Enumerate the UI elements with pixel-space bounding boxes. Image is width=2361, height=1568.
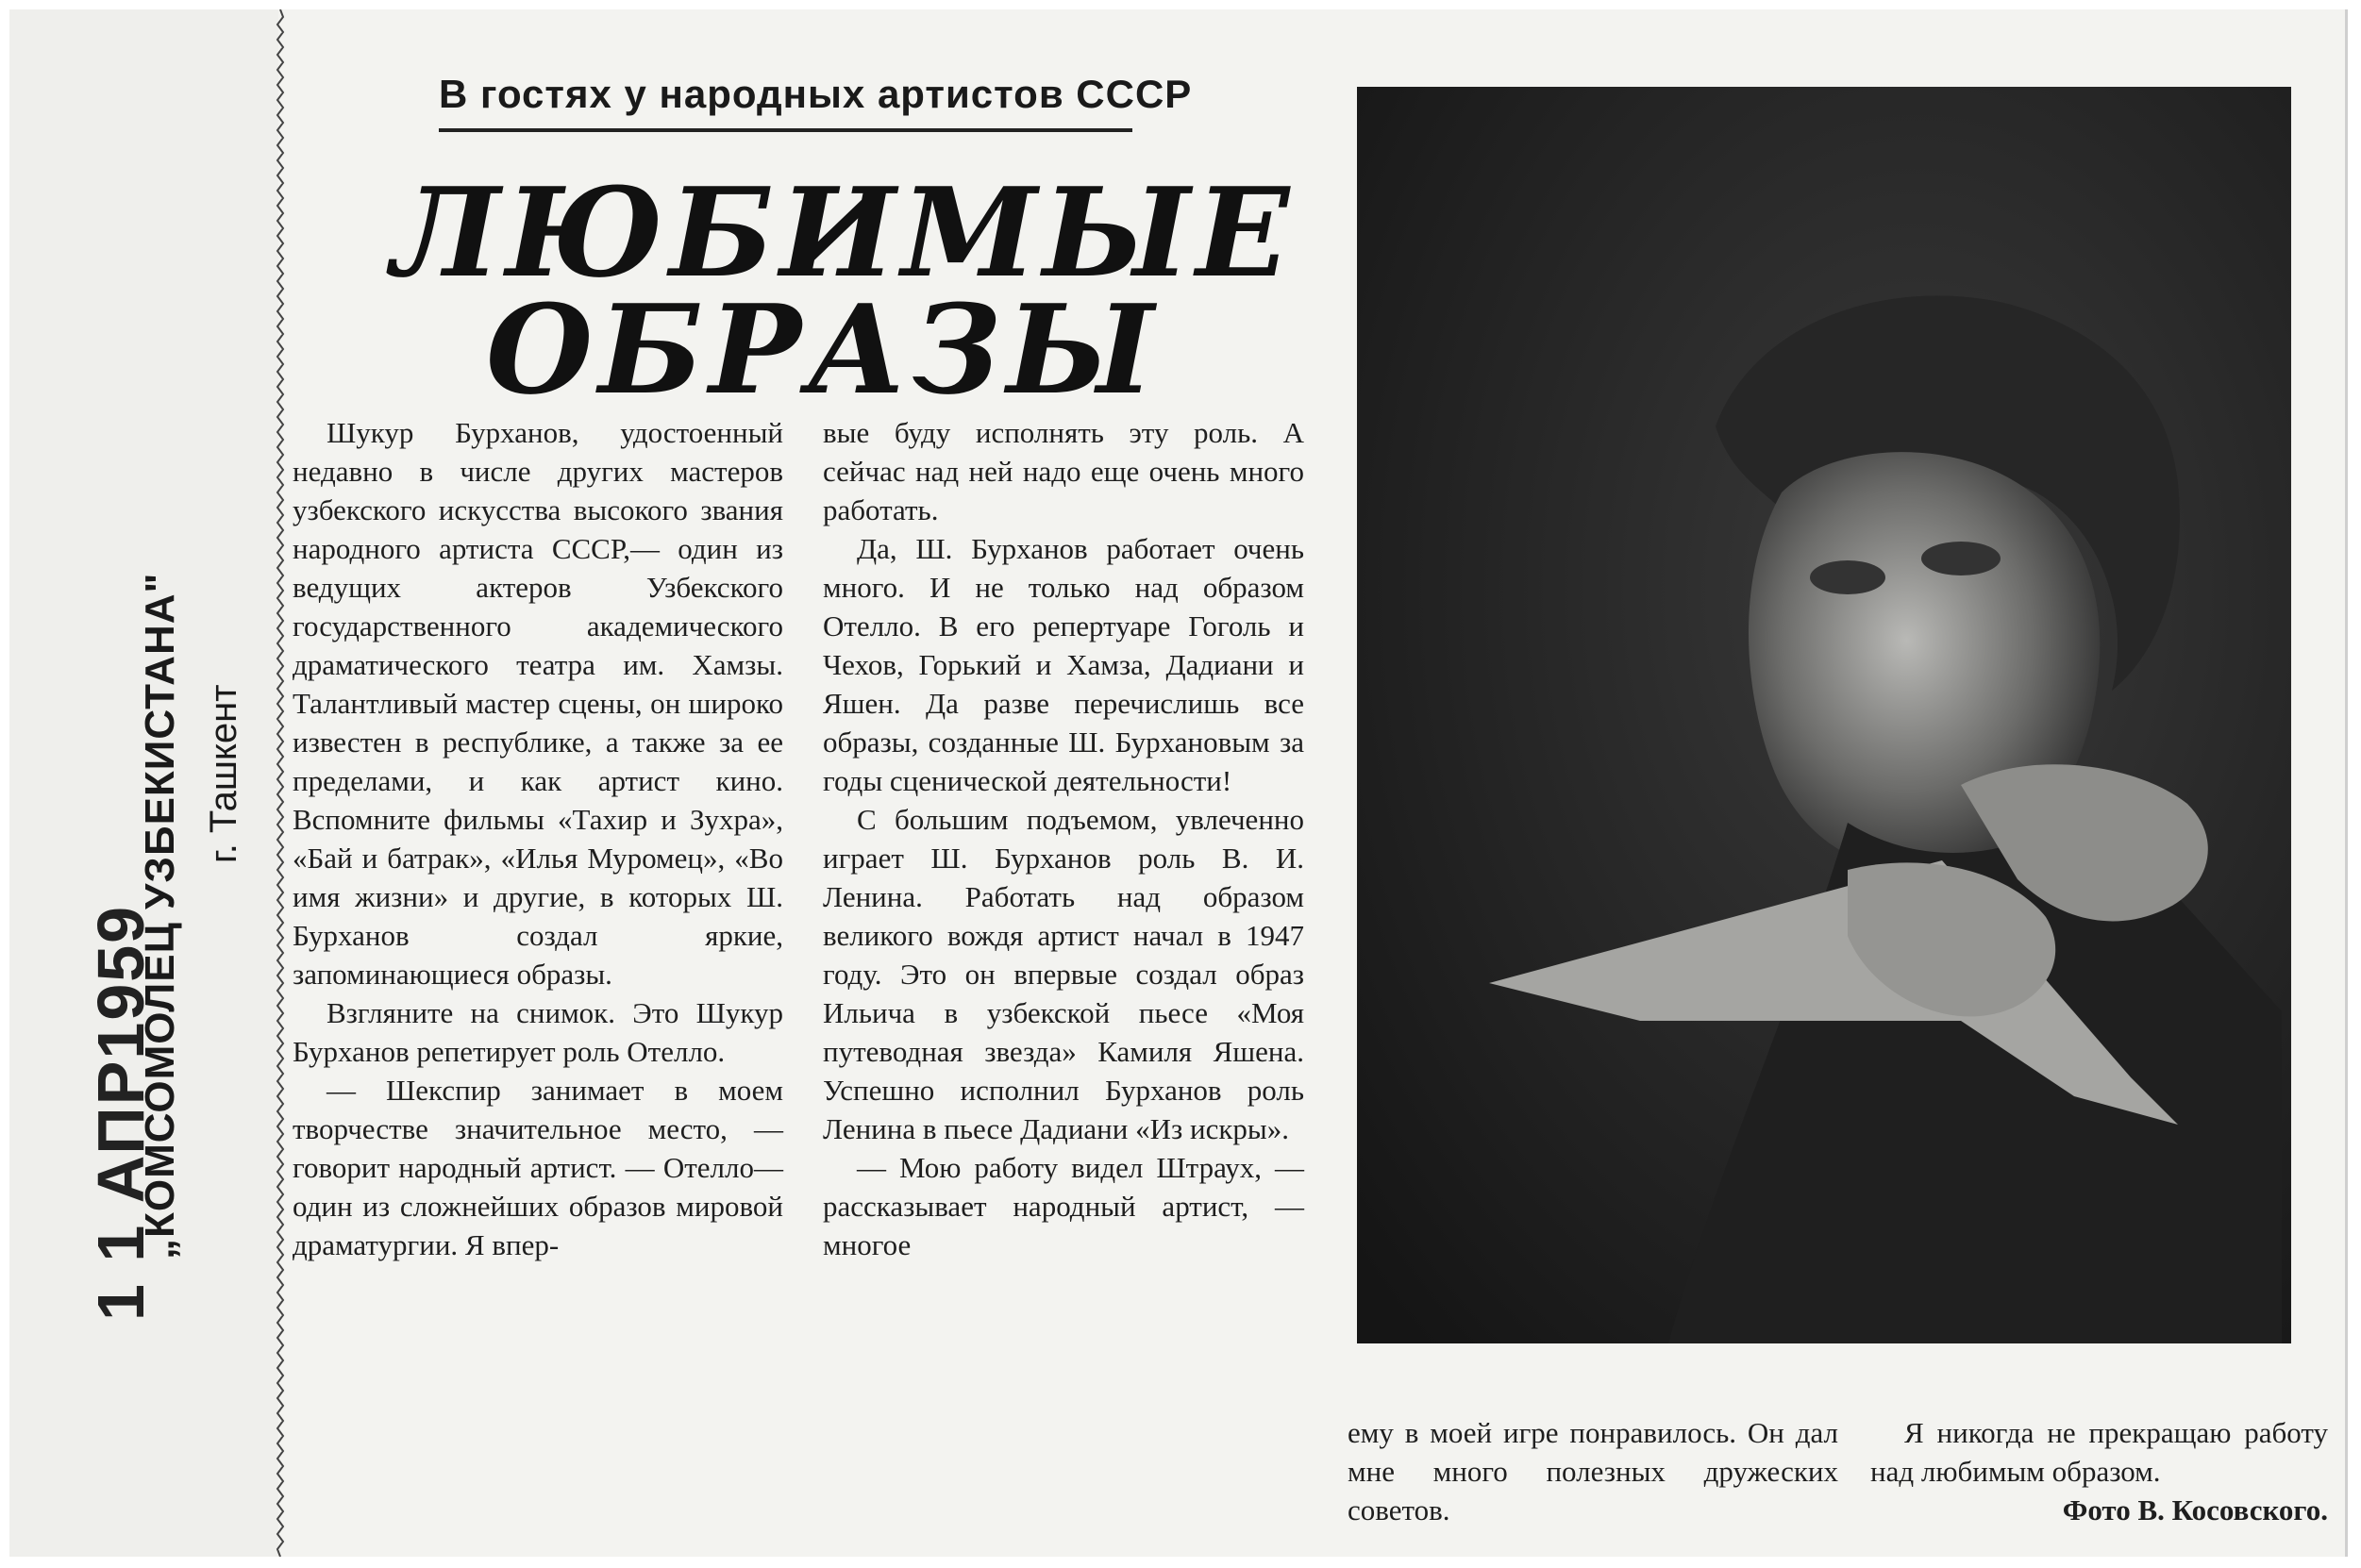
article-headline: [392, 160, 1296, 422]
article-column-3: [1348, 1413, 1838, 1529]
headline-line-2: ОБРАЗЫ: [486, 277, 1160, 422]
headline-line-1: ЛЮБИМЫЕ: [392, 160, 1296, 305]
cut-edge-line: [276, 9, 285, 1557]
clipping-margin: [9, 9, 278, 1557]
date-stamp: 1 1 АПР1959: [84, 904, 158, 1321]
paragraph: Взгляните на снимок. Это Шукур Бурханов репетирует роль Отелло.: [293, 996, 783, 1068]
actor-photo: [1357, 87, 2291, 1343]
paragraph: — Шекспир занимает в моем творчестве значительное место, — говорит народный артист. — Отелло—один из сложнейших образов мировой драматургии. Я впер-: [293, 1074, 783, 1261]
newspaper-city: г. Ташкент: [203, 684, 244, 863]
paragraph: вые буду исполнять эту роль. А сейчас над ней надо еще очень много работать.: [823, 416, 1304, 526]
paragraph: — Мою работу видел Штраух, — рассказывает народный артист, — многое: [823, 1151, 1304, 1261]
paragraph: Я никогда не прекращаю работу над любимым образом.: [1870, 1416, 2328, 1488]
article-column-1: [293, 413, 783, 1264]
article-rubric: В гостях у народных артистов СССР: [439, 72, 1193, 116]
photo-credit: Фото В. Косовского.: [2062, 1493, 2328, 1526]
paragraph: ему в моей игре понравилось. Он дал мне много полезных дружеских советов.: [1348, 1416, 1838, 1526]
paragraph: Да, Ш. Бурханов работает очень много. И не только над образом Отелло. В его репертуаре Гоголь и Чехов, Горький и Хамза, Дадиани и Яшен. Да разве перечислишь все образы, созданные Ш. Бурхановым за годы сценической деятельности!: [823, 532, 1304, 797]
newspaper-name: „КОМСОМОЛЕЦ УЗБЕКИСТАНА": [137, 572, 183, 1259]
paragraph: С большим подъемом, увлеченно играет Ш. Бурханов роль В. И. Ленина. Работать над образом великого вождя артист начал в 1947 году. Это он впервые создал образ Ильича в узбекской пьесе «Моя путеводная звезда» Камиля Яшена. Успешно исполнил Бурханов роль Ленина в пьесе Дадиани «Из искры».: [823, 803, 1304, 1145]
article-column-2: [823, 413, 1304, 1264]
newspaper-clipping: [9, 9, 2348, 1557]
rubric-underline: [439, 128, 1132, 132]
article-column-4: [1870, 1413, 2328, 1529]
paragraph: Шукур Бурханов, удостоенный недавно в числе других мастеров узбекского искусства высокого звания народного артиста СССР,— один из ведущих актеров Узбекского государственного академического драматического театра им. Хамзы. Талантливый мастер сцены, он широко известен в республике, а также за ее пределами, и как артист кино. Вспомните фильмы «Тахир и Зухра», «Бай и батрак», «Илья Муромец», «Во имя жизни» и другие, в которых Ш. Бурханов создал яркие, запоминающиеся образы.: [293, 416, 783, 991]
